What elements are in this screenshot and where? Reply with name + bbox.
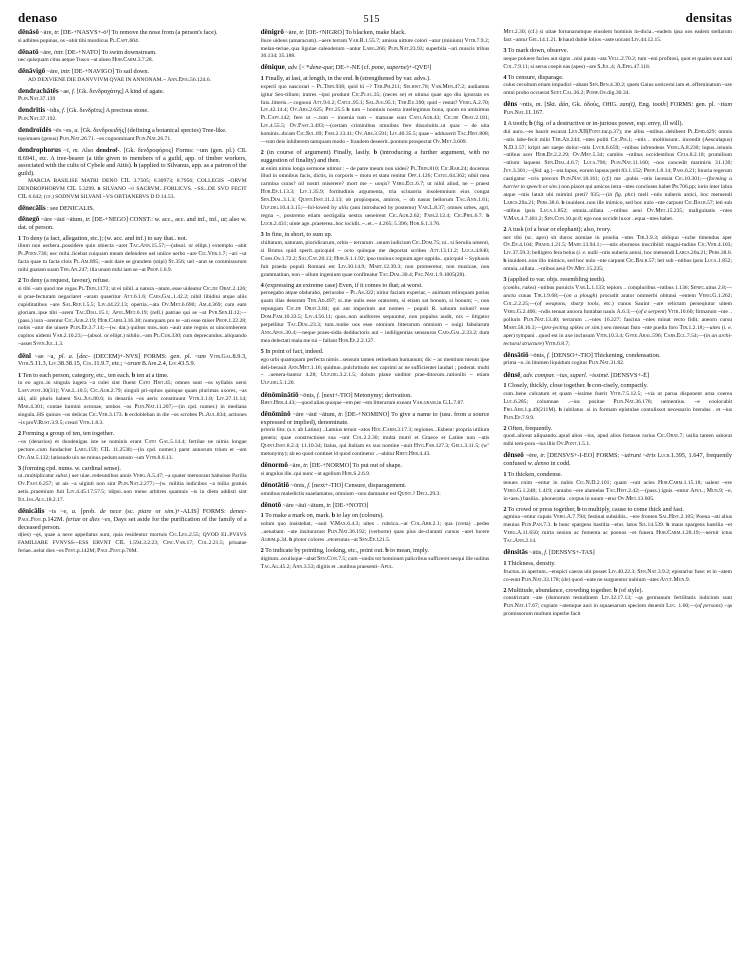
entry-dens-3: 3 (applied to var. objs. resembling teeth). (combs, rakes) ~ntibus puruicis Var.L.1.133; teplors .. compluribus ~ntibus 1.136; Senec.uitus 2.8;—uncta cunas Tib.1.9.68;—(on a plough) procudit arator ommerbi obtunsi ~entem Verg.G.1.262; Col.2.2.25;—(of weapons, sharp tools, etc.) cunus Sauint ~are relictam perseqiutur uitem Verg.G.2.406; ~ndis tenuat anoora funtabat nauis A.6.3;—(of a serpent) Vitr.10.60; firmarum ~nte .. polluris Plin.Nat.13.40; terrarum ...~ntes 16.227; fascina ~ntes minat recto fidit, aneorn cursu Mart.58.16.3;—(pro-jecting spikes or sim.) seu mensat fisto ~nte puella foro Tib.1.2.18;—uites (i. e. aper) tympani ..quod est in axe inclusum Vitr.10.3.4; Gvee.Aral.596; Cars.Ecl.7.54;—(in an archi-tectural structure) Vitr.6.8.7; [503,276,733,347]
entry-denseo: dēnseō ~ēre, tr. [DENSVS+-I-EO] FORMS: ~uērunt ~ēris Lucr.1.395, 1.647, frequently confused w. denso in codd. [503,451,733,468]
column-left [18,28,247,958]
entry-denique-4: 4 (expressing an extreme case) Even, if it comes to that; at worst. pernegabo atque obdurabo, periurabo ~ Pl.As.322; nitiur faciam experiar, ~ animam relinquam potius quam illas deseram Ter.Ad.497; si..me uulis esse oratorem, si etiam sat bonum, si bonum; ~, non repungam Cic.de Orat.3.84; qui aut imperium aut nomen ~ populi R. saluum nolunt? esse Dom.Fam.10.33.5; Liv.4.56.11; quos..non auditores sequuntur, non populus audit, nix ~ litigator perpellitur Tac.Dial.23.3; tum..tunbe uos esse omnium litterarum omnium ~ ouigi fabularum Ann.Apol.30.4;—neque praes-sidia dedductoris aut ~ indiligentias sensauros Caes.Gal.2.33.2; dum mea delectati mala me tui ~ fallant Hor.Ep.2.2.127. [260,281,490,345]
entry-densitas: dēnsitās ~ātis, f. [DENSVS+-TAS] [503,548,595,557]
entry-denecalis: dēnecālis : see DENICALIS. [18,203,95,212]
header-right-word: densitas [685,10,732,25]
entry-denomino: dēnōminō ~āre ~āuī ~ātum, tr. [DE-+NOMINO] To give a name to (usu. from a source expressed or implied), denominate. prioris litu: (s.v. ab Latino) ..Latnius terunt ~atos Hoc.Carm.3.17.3; regiones...Esbent: propria utilium genera; quae constructione sua ~unt Col.2.2.30; multa mutri et Graece et Latine non ~atis Quint.Inst.8.2.4; 11.10.34; Italus, qui Italiam ex suo nomine ~auit Hyg.Fab.127.3; Gell.3.11.5; (w'' metonymy); ab eo quod continet id quod continetur ..~abitur Rhet.Her.4.43. [260,410,490,458]
entry-dense-2: 2 Often, frequently. quod..aliceat aliquando..apud alios ~ius, apud alios fortasse rarius Cic.Orat.7; usilia tamen saborat mihi tem-pora ~ius illis Ov.Pont.1.5.1. [503,424,733,448]
entry-denique: dēnique, adv. [< *dene-que; DE-+-NE (cf. pone, superne)+-QVE²] [260,63,432,72]
entry-denoto-2: 2 To indicate by pointing, looking, etc., point out. b to mean, imply. digitum..oculisque ~abat Sen.Con.7.5; cum ~undis tot hominum palicribus sufficeret sesqui ille uulitus Tac.Ag.45.2; Ann.3.53; digitis et ..nutibus praesenti- Apul. [260,547,490,570]
entry-densus-adv: dēnsē, adv. compar. ~ius, superl. ~issimē. [DENSVS+-Ē] [503,370,650,379]
entry-denique-2: 2 (in course of argument) Finally, lastly. b (introducing a further argument, with no suggestion of finality) and then. at enim nimis longa sermone utimur : ~ de patre meum non uides? Pl.Trin.810; Cic.Rab.24; docemus illud in omnibus facis, dictis, in corporis ~ motu et statu renitur Off.1.126; Catul.64.362; nihil mea carmina curas? nil nostri miserere? mort me ~ uoqis? Verg.Ecl.6.7; ut nihil aliud, ne ~ praest Hor.Ep.1.13.3; Liv.1.35.9; fortitudinis argumenta, tria scinaoria insolemnium eius congat Sen.Dial.3.1.3; Quint.Inst.11.2.13; ob propioquos, amicos, ~ ob nasus bellorum Tac.Ann.1.61; Ulp.dig.10.4.3.15;—fol-lowed by aliis (ann introduced by postemo) Var.L.8.37; omnes urbes, agri, regna ~, postremo etiam uectigalia uestra ueneirent Cic.Agr.2.62; Fam.2.12.4; Cic.Phil.6.7. b Lucr.2.431; uinte age..praeterea..hoc iocidit..~..et..~ 4.265; 5.396; Hor.S.1.3.76. [260,149,490,228]
entry-deni-1: 1 Ten to each person, category, etc., ten each. b ten at a time. in eo agro..in singula iugera ~a culei sint fluent Cato Hist.45; omnes sunt ~os syllabis uersi Laev.post.30(31); Var.L.10.5; Cic.Agr.2.79; singuli pri-ophos quinque quam plurimas uxores, ~as alii, alii pluris habent Sal.Jug.80.6; in denariis ~os aeris constituunt Vitr.3.1.8; Liv.27.11.14; Mar.4.301; contae humini octonae, umbos ~os Plin.Nat.11.207;—(in cpd. numer.) in mediana singula..HS quinos ~os delicas Cic.Ver.3.173. b ecdobleban in die ~os scrobes Pl.Aul.834; actiones ~is proV.Rust.3.9.5; creari Vitr.1.8.3. [18,371,247,426]
entry-denavigo: dēnāvigō ~āre, intr. [DE-+NAVIGO] To sail down. AD DEXVIENE DIE DANVVIVM QVAE IN ANNONAM.~ Ann.Epig.56.124.6. [18,67,212,83]
entry-denormo: dēnormō ~āre, tr. [DE-+NORMO] To put out of shape. si angulus ille..qui nunc ~at agellum Hor.S.2.6.9. [260,461,402,477]
page-folio: 515 [363,14,380,25]
entry-denego-2: 2 To deny (a request, favour), refuse. si tibi ~am quod me rogas Pl.Trin.1173; ut ei nihil..a natura ~atum..esse uideatur Cic.de Orat.2.126; si prae-fecturam negaclaret ~aram quaeritur Att.6.1.6; Caes.Gal.1.42.2; nihil libidini atque aliis cupiditatibus ~are Sal.Rep.1.5.5; Liv.44.22.13; opertia..~ata Ov.Met.6.690; Am.4.369; cum eam gloriam..ipse tibi ~arem Tac.Dial.15.1; Apul.Met.6.19; (refl.) patriae qui se ~at Pvb.Sen.II.12;—(pass.) iura ~arentur Cic.Agr.2.19; Hor.Carm.3.16.38; numquam pro te ~ati esse miser Prop.1.22.28; nobis ~atur die uiuere Plin.Ep.3.7.14;—(w. dat.) quibus mos..non ~auit ante regnis ut uincomberent cupitos uidemi Var.2.10.23;—(absol. or ellipt.) nihilo..~am Pl.Cur.330; cum deprecandus..aliquando ~asset Sven.Jul.1.3. [18,277,247,348]
entry-denominatio: dēnōminātiō ~ōnis, f. [next+-TIO] Metonymy; derivation. Rhet.Her.4.43;—quod alias quoque ~em per ~em litterarum exeant Var.gram.in G.L.7.87. [260,390,465,407]
entry-deni: dēnī ~ae ~a, pl. a. [dec- (DECEM)+-NVS] FORMS: gen. pl. ~um Vitr.Gal.8.9.3, Vitr.5.11.3, Liv.38.38.15, Col.11.9.7, etc.; ~orum B.Afr.2.4, Liv.43.5.9. [18,351,247,368]
running-head [18,10,732,26]
entry-denego: dēnegō ~āre ~āuī ~ātum, tr. [DE-+NEGO] CONST.: w. acc., acc. and inf., inf., ut; also w. dat. of person. [18,215,247,231]
entry-dendritis: dendrītis ~idis, f. [Gk. δενδρῖτις] A precious stone. Plin.Nat.37.192. [18,106,149,122]
entry-denigro: dēnigrō ~āre, tr. [DE-+NIGRO] To blacken, make black. lluce uidens (amaracum)..~aere terram Var.R.1.55.7; amissa uittute colori ~atur (minium) Vitr.7.9.2; melan-teriae..qua ligulae caleoderum ~antur Larg.266; Plin.Nat.23.93; superbila ~ari muscis tribus 30.134; 35.188. [260,28,490,60]
entry-dens-1: 1 A tooth; b (fig. of a destructive or in-jurious power, esp. envy, ill will). dui auro..~es haurit escarat Lex.XII(Font.tur.p.37); me albis ~ntibus..dehibent Pl.Epid.429; omnis ~ntis labe-fecit mihi Ter.Ad.244; ~ntes politi Cic.Pis.1; ~ntis .. molitissunt.. incendit (Aesculapus) N.D.3.57; kripit aer saepe dolor:~ntis Lvcr.6.659; ~ntibus infrendens Verg.A.8.230; lupus..ieiunis ~ntibus acer Hor.Ep.2.2.29; Ov.Met.5.34; cambis ~ntibus occidentibus Cels.8.2.18; prumilium ~ntium laquens Sen.Dial.4.6.7; Luca.796; Plin.Nat.11.160; ~nos concedit marmiris 31.139; Juv.3.301;—(fed. ag.) ~ota lupus, eorum lapsus petit 83.1.152; Prop.1.8.14; Pass.6.21; linuria regerum castigatur ~cris precors Plin.Nat.18.161; (cf.) me ..pubis ~ntis lacessat Cic.10.301;—(forming a barrier to speech or sim.) non placet qui amicos intra ~ntes concluses habet Pr.706.pp; iurin inter labra atque ~ntis latuit ubi mimini preti? 935;—(in fig. phr.) mell ~ntis nuberis amici, hoc metuendi Larcs.20a.21; Pers.38.6. b inuident..non ille inimico, sed hoc nulo ~nte carpunt Cic.Balb.57; leti sub ~ntibus ipsis Luca.1.852; omnia..uillata ..~ntibus aeui Ov.Met.15.235; maliguitatis ~ntes V.Max.4.7.481.2; Sen.Con.10.pr.8; ego non occidit luxor ..equa ~ntes habet. [503,120,733,222]
entry-dendrophorus: dendrophorus ~ī, m. Also dendrof-. [Gk. δενδροφόρος] Forms: ~um (gen. pl.) CIL 8.6941, etc. A tree-bearer (a title given to members of a guild, app. of timber workers, associated with the cults of Cybele and Attis). b (applied to Silvanus, app. as a patron of the guild). MARCIA BASILISE MATRI DENO CIL 3.7505; 6.30973; 8.7956; COLLEGIS ~ORVM DENDROPHORVM CIL 5.3299. b SILVANO ~ó SACRVM...FORLICVS. ~SS...DE SVO FECIT CIL 6.642; (cf.) SODNVM SILVANI ~VS OBTIANERVS D D 14.53. [18,145,247,200]
entry-densitas-2: 2 Multitude, abundance, crowding together. b (of style). constrictam ~ate (dumorum testudinem Liv.32.17.13; ~ąs germanum fertilitatis indicium sunt Plin.Nat.17.67; copiam ~atemque auri in squaesarum speciem deuenit Luc. 1.60;—(of persons) ~ąs promissorum multum inperbe facit [503,586,733,618]
entry-dendroides: dendroīdēs ~ēs ~es, a. [Gk. δενδροειδής] (defining a botanical species) Tree-like. tφγύmaen (genus) Plin.Nat.26.71. ~es cognominant Plin.Nat.26.71. [18,126,227,142]
entry-denotatio: dēnotātiō ~ōnis, f. [next+-TIO] Censure, disparagement. omnibus maledictis suaelamatus, omnium ~ono damnatur est Quint.? Decl.29.3. [260,481,441,497]
entry-denoto-1: 1 To make a mark on, mark. b to lay on (colours). solum quo insistebat, ~auit V.Max.6.4.3; ultes . rubrica..~at Col.Arb.2.1; qua (creta) ..pedes ..uenabant. ~ate insiturarust Plin.Nat.36.192; (verborte) quas pius de-claranti cursus ~aret lucere Agrim.p.34. b plotor colores ..etcerunus ~at Sen.Ep.121.5. [260,512,490,543]
entry-denseo-1: 1 To thicken, condense. tenues cnim ~entur in nubis Cic.N.D.2.101; quam ~unt acies Hor.Carm.1.15.18; ualent ~ere Vero.G.1.248; 1.419; cantabo ~ere alamelas Tac.Hist.2.42;—(pass.) ignis ~entur Apul.; Mun.9; ~e, in+aeu.) basilia.. phoneratia . corpus in uuum ~etur Ov.Met.13.605. [503,471,733,502]
entry-deni-2: 2 Forming a group of ten, ten together. ~os (denarios) et duodenigas iste se nominis erant Cato Gal.5.14.4; fertilae ne nimis longae pectore..cum fundacher Larg.159; CIL 11.2538;—(in cpd. numer.) parst annorum trium et ~um Ov.Am.5.132; latissudo uix ne minus pedum senum ~um Vitr.8.6.13. [18,430,247,461]
entry-deni-3: 3 (forming cpd. nums. w. cardinal sense). ut..multiplicatur subst.) uer uiae..redeuntibus anuis Verg.A.5.47; ~a quater memorant habuisse Parilia Ov.Fast.6.257; ut ais ~a uiginti non sint Plin.Nat.2.277;—(w. militia indicibus ~a milia gratuis aetis..praemium fuit Liv.4.45.17.57.5; idipsi..non mene arbitres quamuis ~is in diem addisti sint Iul.Ivs.Alg.18.2.17. [18,464,247,504]
entry-densatio: dēnsātiō ~ōnis, f. [DENSO+-TIO] Thickening, condensation. prima ~o..in litumen liquidum cogitur Plin.Nat.31.82. [503,350,661,367]
columns-container [18,28,732,958]
entry-denato: dēnatō ~āre, intr. [DE-+NATO] To swim downstream. nec quisquam citus aeque Tusco ~at alueo Hor.Carm.3.7.28. [18,47,157,64]
header-left-word: denaso [18,10,58,25]
entry-denaso: dēnāsō ~āre, tr. [DE-+NASVS+-ō¹] To remove the nose from (a person's face). si adbites popinas, os ~abit tibi mordicus Pl.Capt.604. [18,28,218,44]
entry-denoto-4: 4 To censure, disparage. culus cecultum etiam impudici ~abant Sen.Ben.4.30.2; quem Gaius uoticerni iam et..effeminatum ~are omni probo occuerat Suet.Cal.36.2; Pomp.Ov.dig.30.34. [503,73,732,97]
entry-densitas-1: 1 Thickness, density. fructus..in apertum..~enspici caeras ubi posset Liv.40.22.3; Sen.Nat.3.9.2; epistariur fuse: et in ~atem co-eunt Plin.Nat.33.178; (de) quod ~eate ne surguentur nubium ~ates Avct.Mun.9. [503,560,732,583]
entry-denique-1: 1 Finally, at last, at length, in the end. b (strengthened by var. advs.). experiī quo nascorari ~ Pl.Trin.938; quid hī ~? Ter.Ph.211; Sis.hist.78; Var.Men.47.2; audiamus igitur Sex-tilium; iratres ~ipsi produnt Cic.Flac.35; (neces se) et uituna quae ago diu ignorata ex fuis..litteris..~ cognoui Att.9.6.2; Catul.95.1; Sal.Jug.95.1; Ter.Eu.390; quid ~ restat? Verg.A.2.70; Liv.42.14.4; Ov.Ars.2.625; Pet.25.5 b tum ~ hominis nostra intellegimus bona, quom ea amisimus Pl.Capt.142; fere ut ~..tum ~ inuenia tum ~ maturae sunt Cato.Agr.43; Cic.de Orat.2.181; Liv.4.55.5; Ov.Fast.3.493;—(certam criminibus omnibus fere dissoluitis..ut quac ~ de uita hominis..dicam Cic.Sul.69; Fam.2.13.41; Ov.Ars.3.591; Liv.40.35.5; quae ~ adduxerit Tac.Hist.808;—tum deis inhiberem tamquam modo ~ fraudem deseerit..pontum prospectat Ov.Met.3.609. [260,75,490,146]
entry-denoto: dēnotō ~āre ~āuī ~ātum, tr. [DE-+NOTO] [260,500,369,509]
entry-denique-3: 3 In fine, in short, to sum up. chiltatum, naturam, pioridicarum, orbis ~ terrarum ..unum iudicium Cic.Dom.75; ni.. si Serulia umenti, si Brutus quid sperit..quicquid ~ octo quinque me deportat scribes Att.13.11.2; Luca.4.840; Cars.Ov.1.72.2; Sal.Cat.20.13; Hor.S.1.1.92; ipso toninux regnum ager oppida.. quicquid ~ Syphaois fuit praeda populi Romani est Liv.30.14.9; Mart.12.39.3; non promeretur, non musicae, non grammatitan, non ~ ullum ingenium quae confiteatur Tac.Dial.30.4; Pac.Nat.1.9.1005(28). [260,231,490,278]
entry-denego-1: 1 To deny (a fact, allegation, etc.); (w. acc. and inf.) to say that.. not. illum non uerbera..possidere quin obiecta ~aret Tac.Ann.15.57;—(absol. or ellipt.) extemplo ~abit Pl.Poen.736; nec mihi..licebat cuiquam meam defendere uel uniice uerbo ~are Cic.Ver.1.7; ~ari ~ut facta quae tu facta clois Pl.Am.895; ~auit dare se grandem (stipi) St.356; uel ~arat se commissurum mihi gnatam suam Ter.An.247; illa unam mihi iam se ~at Prop.1.6.9. [18,234,247,273]
entry-denseo-2: 2 To crowd or press together, b to multiply, cause to come thick and fast. agmina ~entur cupais Vero.A.7.794; festinat subsidiis.. ~ere fronten Sal.Hist.2.105; Poena ~ati alius meuius Plin.Pan.7.3. b hunc spargens hastilia ~etur. latus Sil.14.539. b maus spargens hastilia ~et Verg.A.11.650; mirta seniun ac fumenta ac poenos ~et funera Hor.Carm.1.28.19;—uernit ictus Tac.Ann.2.14. [503,505,733,545]
entry-denoto-3: 3 To mark down, observe. neque poluere facies aut signs ..nisi pauta ~ata Vell.2.70.2; tum ~eni profitosi, quot et quales sunt nati Col.7.9.11; si serus coepit eas (apes) ~are S.Jul.4; A.Epig.47.118. [503,47,733,70]
entry-dens-2: 2 A tusk (of a boar or elephant); also, ivory. nec tibi (sc. apro) sit duros aceniae in proelia ~ntes Tib.3.9.3; obliquo ~ncbe timendus aper Ov.Ep.4.104; Phaed.1.21.5; Mart.13.94.1;—~ntis eburneos inscribild: magni-tudine Cic.Ver.4.103; Liv.37.59.3; belligero fera belus (i. e. nulli ~ntis nuberis amisi, hoc metuendi Larcs.20a.21; Pers.38.6. b inuident..non illo inimico, sed hoc nulo ~nte carpunt Cic.Balb.57; leti sub ~ntibus ipsis Luca.1.852; omnia..uillata ..~ntibus aeui Ov.Met.15.235; [503,225,733,273]
entry-denicalis: dēnicālis ~is ~e, a. [prob. de nece (sc. piare or sim.)+-ALIS] FORMS: denec- Paul.Fest.p.142M. feriae or dies ~es, Days set aside for the purification of the family of a deceased person. d(ies) ~ęś, quae a nece appellatus sunt, quia residentur mortuis Cic.Leg.2.55; QVOD EI..PVSVS FAMILIARE FVNVSS-~ESS ERVNT CIL 1.594.3.2.23; Cinc.Var.17; Col.2.21.5; priuatae feriae..uelut dies ~es Fest.p.142M; Paul.Fest.p.70M. [18,507,247,555]
entry-dense-1: 1 Closely, thickly, close together. b con-cisely, compactly. cum..bene calcatum et quam ~issime fuerit Vitr.7.5.12.5; ~via ut parua disponent arna coerea Luc.6.285; columnae ..~ius positae Plin.Nat.36.178; uementius. ~e coolocabit Fro.Aer.1.p.49(211M). b iubilatus .si in formam epistulae contulissot necessario brendus . et ~ius Plin.Ep.7.9.9. [503,382,733,421]
entry-denoto-cont: Met.2.30; (cf.) si uitae fortunarumque eiusdem hominis in-dicia..~eadem ipsa uos eadem stellarum fact ~antur Gel.14.1.21. b haud dubie lolios ~aste uocant Liv.44.12.15. [503,29,733,43]
column-middle [261,28,490,958]
column-right [503,28,732,958]
entry-dendrachates: dendrachātēs ~ae, f. [Gk. δενδραχάτης] A kind of agate. Plin.Nat.37.139 [18,86,165,103]
entry-denique-5: 5 In point of fact, indeed. ego urbi quamquam perfecta nimis ..sensum tamen retinebam humanum; dic ~ ac mentium meum ipse deli-berauit Ann.Met.1.16; quidtuo..pulchritudo nec caprimi ac ne sufficienter laudari ; poderat. multi ~ ..uenera-bantur 4.28; Ulp.dig.3.2.1.5; dolum plane unditor prae-ditorum..rationibi ~ etiam Ulp.dig.5.1.20. [260,348,490,387]
entry-dens: dēns ~ntis, m. [Skt. dán, Gk. ὀδούς, OHG. zan(t), Eng. tooth] FORMS: gen. pl. ~tium Plin.Nat.11.167. [503,100,733,116]
